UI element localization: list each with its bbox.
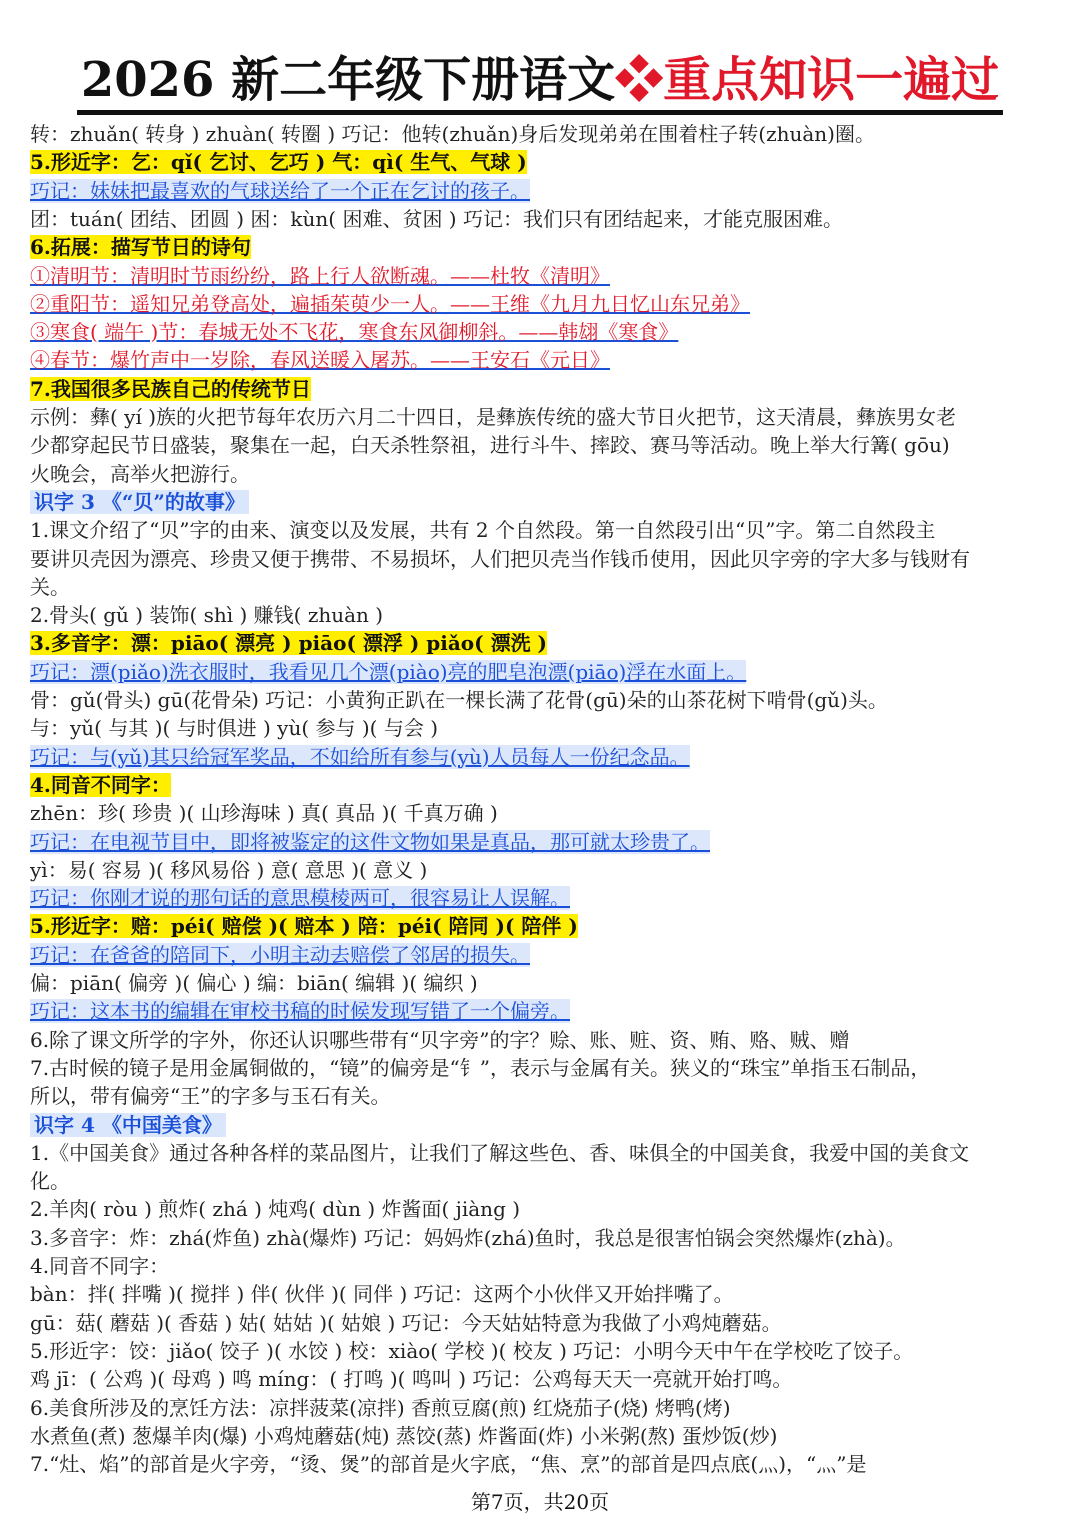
text-line (30, 1026, 1060, 1054)
line-text: ③寒食( 端午 )节：春城无处不飞花，寒食东风御柳斜。——韩翃《寒食》 (30, 320, 679, 345)
text-line (30, 1111, 1060, 1139)
text-line (30, 686, 1060, 714)
line-text: 1.《中国美食》通过各种各样的菜品图片，让我们了解这些色、香、味俱全的中国美食，我爱中国的美食文 (30, 1140, 970, 1165)
line-text: 2.羊肉( ròu ) 煎炸( zhá ) 炖鸡( dùn ) 炸酱面( jiàng ) (30, 1197, 521, 1222)
text-line (30, 997, 1060, 1025)
line-text: 巧记：妹妹把最喜欢的气球送给了一个正在乞讨的孩子。 (30, 178, 530, 203)
line-text: 4.同音不同字： (30, 1254, 170, 1278)
line-text: ②重阳节：遥知兄弟登高处，遍插茱萸少一人。——王维《九月九日忆山东兄弟》 (30, 291, 750, 316)
line-text: yì：易( 容易 )( 移风易俗 ) 意( 意思 )( 意义 ) (30, 857, 428, 882)
line-text: 4.同音不同字： (30, 772, 171, 797)
line-text: ④春节：爆竹声中一岁除，春风送暖入屠苏。——王安石《元日》 (30, 348, 610, 373)
line-text: 5.形近字：乞：qǐ( 乞讨、乞巧 ) 气：qì( 生气、气球 ) (30, 150, 527, 175)
line-text: 鸡 jī：( 公鸡 )( 母鸡 ) 鸣 míng：( 打鸣 )( 鸣叫 ) 巧记：公鸡每天天一亮就开始打鸣。 (30, 1367, 793, 1392)
line-text: zhēn：珍( 珍贵 )( 山珍海味 ) 真( 真品 )( 千真万确 ) (30, 801, 498, 826)
text-line (30, 601, 1060, 629)
page-footer: 第7页，共20页 (470, 1490, 610, 1514)
text-line (30, 516, 1060, 544)
text-line (30, 318, 1060, 346)
line-text: 巧记：漂(piǎo)洗衣服时，我看见几个漂(piào)亮的肥皂泡漂(piāo)浮在水面上。 (30, 659, 747, 684)
text-line (30, 177, 1060, 205)
text-line (30, 346, 1060, 374)
title-part2: 重点知识一遍过 (663, 52, 1000, 108)
line-text: 5.形近字：饺：jiǎo( 饺子 )( 水饺 ) 校：xiào( 学校 )( 校友 ) 巧记：小明今天中午在学校吃了饺子。 (30, 1338, 914, 1363)
text-line (30, 120, 1060, 148)
title-underline (77, 50, 1003, 115)
text-line (30, 573, 1060, 601)
line-text: 巧记：这本书的编辑在审校书稿的时候发现写错了一个偏旁。 (30, 999, 570, 1024)
line-text: gū：菇( 蘑菇 )( 香菇 ) 姑( 姑姑 )( 姑娘 ) 巧记：今天姑姑特意为我做了小鸡炖蘑菇。 (30, 1310, 782, 1335)
text-line (30, 460, 1060, 488)
text-line (30, 714, 1060, 742)
text-line (30, 884, 1060, 912)
text-line (30, 403, 1060, 431)
line-text: 1.课文介绍了“贝”字的由来、演变以及发展，共有 2 个自然段。第一自然段引出“贝”字。第二自然段主 (30, 518, 936, 543)
line-text: 7.“灶、焰”的部首是火字旁，“烫、煲”的部首是火字底，“焦、烹”的部首是四点底(灬)，“灬”是 (30, 1452, 867, 1477)
text-line (30, 233, 1060, 261)
text-line (30, 1195, 1060, 1223)
text-line (30, 1167, 1060, 1195)
text-line (30, 262, 1060, 290)
line-text: 骨：gǔ(骨头) gū(花骨朵) 巧记：小黄狗正趴在一棵长满了花骨(gū)朵的山茶花树下啃骨(gǔ)头。 (30, 688, 888, 712)
line-text: 水煮鱼(煮) 葱爆羊肉(爆) 小鸡炖蘑菇(炖) 蒸饺(蒸) 炸酱面(炸) 小米粥(熬) 蛋炒饭(炒) (30, 1423, 778, 1448)
line-text: 要讲贝壳因为漂亮、珍贵又便于携带、不易损坏，人们把贝壳当作钱币使用，因此贝字旁的字大多与钱财有 (30, 546, 970, 571)
text-line (30, 799, 1060, 827)
text-line (30, 1309, 1060, 1337)
text-line (30, 1450, 1060, 1478)
text-line (30, 629, 1060, 657)
text-line (30, 1224, 1060, 1252)
line-text: 巧记：与(yǔ)其只给冠军奖品，不如给所有参与(yù)人员每人一份纪念品。 (30, 744, 690, 769)
line-text: 2.骨头( gǔ ) 装饰( shì ) 赚钱( zhuàn ) (30, 603, 384, 628)
line-text: 关。 (30, 574, 70, 599)
line-text: 偏：piān( 偏旁 )( 偏心 ) 编：biān( 编辑 )( 编织 ) (30, 971, 478, 995)
text-line (30, 375, 1060, 403)
line-text: 火晚会，高举火把游行。 (30, 461, 250, 486)
text-line (30, 431, 1060, 459)
text-line (30, 856, 1060, 884)
text-line (30, 969, 1060, 997)
line-text: 化。 (30, 1169, 70, 1194)
line-text: 7.古时候的镜子是用金属铜做的，“镜”的偏旁是“钅”，表示与金属有关。狭义的“珠宝”单指玉石制品， (30, 1055, 931, 1080)
line-text: 与：yǔ( 与其 )( 与时俱进 ) yù( 参与 )( 与会 ) (30, 716, 438, 741)
text-line (30, 1365, 1060, 1393)
page-title (0, 50, 1080, 115)
text-line (30, 1252, 1060, 1280)
line-text: 巧记：你刚才说的那句话的意思模棱两可，很容易让人误解。 (30, 886, 570, 911)
text-line (30, 545, 1060, 573)
line-text: 巧记：在爸爸的陪同下，小明主动去赔偿了邻居的损失。 (30, 942, 530, 967)
text-line (30, 1054, 1060, 1082)
text-line (30, 912, 1060, 940)
line-text: 识字 3 《“贝”的故事》 (30, 490, 249, 514)
text-line (30, 743, 1060, 771)
line-text: 团：tuán( 团结、团圆 ) 困：kùn( 困难、贫困 ) 巧记：我们只有团结起来，才能克服困难。 (30, 206, 843, 231)
text-line (30, 488, 1060, 516)
text-line (30, 1394, 1060, 1422)
text-line (30, 148, 1060, 176)
text-line (30, 1337, 1060, 1365)
line-text: 6.除了课文所学的字外，你还认识哪些带有“贝字旁”的字？赊、账、赃、资、贿、赂、贼、赠 (30, 1027, 850, 1052)
text-line (30, 290, 1060, 318)
text-line (30, 1280, 1060, 1308)
title-separator: ❖ (615, 52, 664, 108)
text-line (30, 1139, 1060, 1167)
line-text: ①清明节：清明时节雨纷纷，路上行人欲断魂。——杜牧《清明》 (30, 263, 610, 288)
line-text: 3.多音字：炸：zhá(炸鱼) zhà(爆炸) 巧记：妈妈炸(zhá)鱼时，我总是很害怕锅会突然爆炸(zhà)。 (30, 1225, 906, 1250)
text-line (30, 658, 1060, 686)
line-text: 5.形近字：赔：péi( 赔偿 )( 赔本 ) 陪：péi( 陪同 )( 陪伴 ) (30, 914, 578, 939)
line-text: bàn：拌( 拌嘴 )( 搅拌 ) 伴( 伙伴 )( 同伴 ) 巧记：这两个小伙伴又开始拌嘴了。 (30, 1282, 734, 1307)
line-text: 识字 4 《中国美食》 (30, 1113, 226, 1137)
text-line (30, 1082, 1060, 1110)
title-part1: 2026 新二年级下册语文 (80, 52, 616, 108)
text-line (30, 1422, 1060, 1450)
line-text: 巧记：在电视节目中，即将被鉴定的这件文物如果是真品，那可就太珍贵了。 (30, 829, 710, 854)
line-text: 6.美食所涉及的烹饪方法：凉拌菠菜(凉拌) 香煎豆腐(煎) 红烧茄子(烧) 烤鸭(烤) (30, 1395, 731, 1420)
text-line (30, 771, 1060, 799)
line-text: 6.拓展：描写节日的诗句 (30, 235, 251, 260)
line-text: 3.多音字：漂：piāo( 漂亮 ) piāo( 漂浮 ) piǎo( 漂洗 ) (30, 631, 548, 656)
text-line (30, 205, 1060, 233)
line-text: 示例：彝( yí )族的火把节每年农历六月二十四日，是彝族传统的盛大节日火把节，这天清晨，彝族男女老 (30, 405, 957, 429)
text-line (30, 941, 1060, 969)
text-line (30, 828, 1060, 856)
line-text: 转：zhuǎn( 转身 ) zhuàn( 转圈 ) 巧记：他转(zhuǎn)身后发现弟弟在围着柱子转(zhuàn)圈。 (30, 122, 875, 146)
line-text: 7.我国很多民族自己的传统节日 (30, 376, 311, 401)
line-text: 所以，带有偏旁“王”的字多与玉石有关。 (30, 1084, 391, 1109)
line-text: 少都穿起民节日盛装，聚集在一起，白天杀牲祭祖，进行斗牛、摔跤、赛马等活动。晚上举大行篝( gōu) (30, 433, 950, 458)
